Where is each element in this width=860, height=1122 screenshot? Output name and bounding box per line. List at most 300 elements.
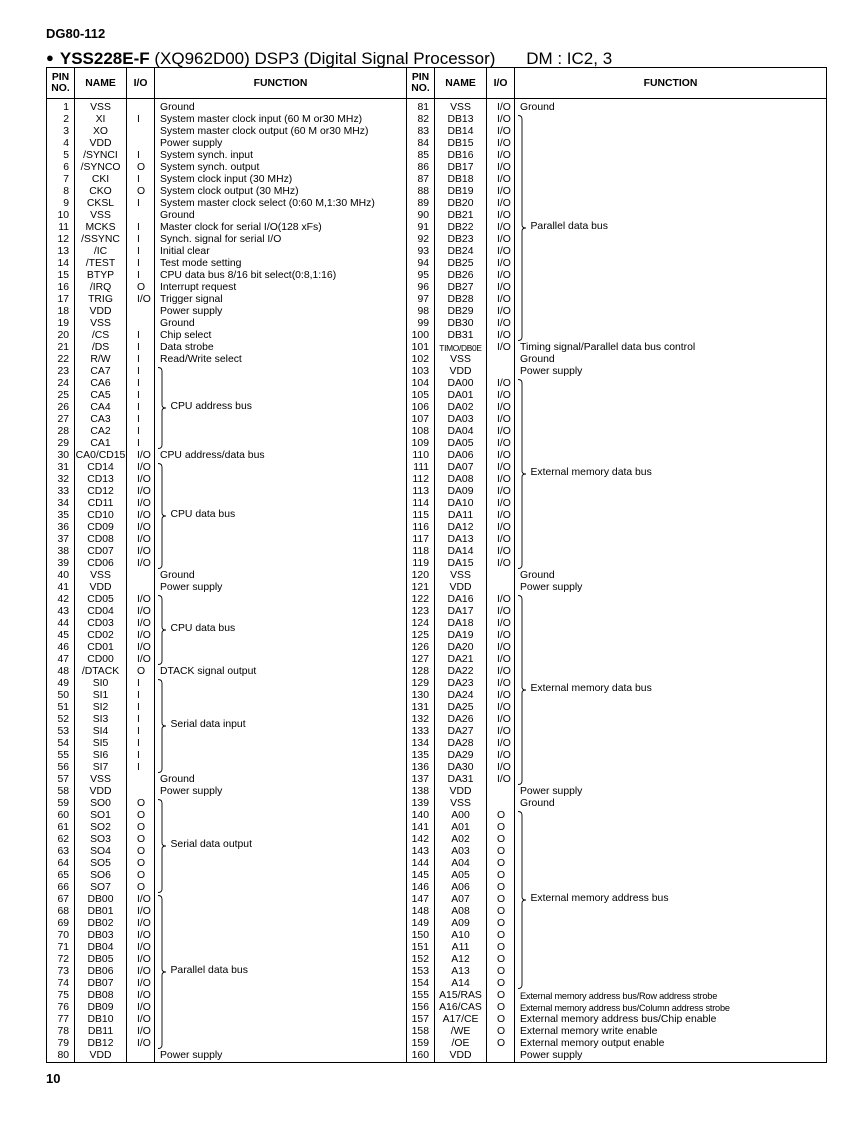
right-pin-number: 156 (407, 1002, 435, 1014)
right-pin-function (515, 642, 827, 654)
left-pin-name: VSS (75, 318, 127, 330)
right-pin-io: O (487, 1014, 515, 1026)
left-pin-io (127, 1050, 155, 1063)
right-pin-function (515, 426, 827, 438)
table-row (47, 930, 827, 942)
left-pin-number: 23 (47, 366, 75, 378)
right-pin-io: I/O (487, 162, 515, 174)
left-pin-number: 55 (47, 750, 75, 762)
right-pin-io: I/O (487, 330, 515, 342)
left-group-label: CPU data bus (170, 623, 236, 634)
left-pin-io: I (127, 174, 155, 186)
right-pin-number: 120 (407, 570, 435, 582)
left-pin-name: CKI (75, 174, 127, 186)
left-pin-io: I (127, 258, 155, 270)
right-pin-name: DB25 (435, 258, 487, 270)
right-pin-name: DA29 (435, 750, 487, 762)
left-pin-function (155, 378, 407, 390)
left-pin-function (155, 462, 407, 474)
right-pin-name: DB30 (435, 318, 487, 330)
right-pin-name: DA19 (435, 630, 487, 642)
right-pin-io: I/O (487, 450, 515, 462)
right-pin-name: DA05 (435, 438, 487, 450)
table-row (47, 498, 827, 510)
left-pin-number: 12 (47, 234, 75, 246)
left-pin-io: I (127, 378, 155, 390)
table-row (47, 714, 827, 726)
right-pin-io: O (487, 858, 515, 870)
right-pin-number: 104 (407, 378, 435, 390)
right-pin-io: O (487, 1038, 515, 1050)
right-pin-io: O (487, 906, 515, 918)
left-pin-function (155, 990, 407, 1002)
right-pin-name: DB14 (435, 126, 487, 138)
dm-reference: DM : IC2, 3 (526, 49, 613, 68)
right-pin-name: A00 (435, 810, 487, 822)
right-pin-name: DA15 (435, 558, 487, 570)
right-pin-io: I/O (487, 342, 515, 354)
table-row (47, 390, 827, 402)
right-pin-name: DB16 (435, 150, 487, 162)
left-pin-io: I (127, 750, 155, 762)
left-pin-io: I (127, 762, 155, 774)
right-pin-number: 89 (407, 198, 435, 210)
left-pin-number: 80 (47, 1050, 75, 1063)
right-pin-function (515, 174, 827, 186)
right-pin-number: 123 (407, 606, 435, 618)
right-pin-function: External memory address bus/Chip enable (515, 1014, 827, 1026)
right-pin-function (515, 666, 827, 678)
right-pin-function (515, 966, 827, 978)
left-pin-name: TRIG (75, 294, 127, 306)
right-pin-number: 128 (407, 666, 435, 678)
right-pin-function (515, 738, 827, 750)
right-pin-io: I/O (487, 690, 515, 702)
left-pin-name: DB01 (75, 906, 127, 918)
right-pin-name: A11 (435, 942, 487, 954)
right-pin-io: I/O (487, 510, 515, 522)
left-pin-number: 10 (47, 210, 75, 222)
right-pin-name: DA27 (435, 726, 487, 738)
left-pin-name: CD09 (75, 522, 127, 534)
left-pin-io: O (127, 162, 155, 174)
table-row (47, 1014, 827, 1026)
left-pin-name: CA4 (75, 402, 127, 414)
right-pin-io: I/O (487, 558, 515, 570)
table-row (47, 846, 827, 858)
right-pin-name: DB29 (435, 306, 487, 318)
left-pin-number: 78 (47, 1026, 75, 1038)
right-pin-number: 144 (407, 858, 435, 870)
left-pin-name: CD01 (75, 642, 127, 654)
left-pin-io (127, 774, 155, 786)
left-pin-function (155, 606, 407, 618)
left-pin-number: 29 (47, 438, 75, 450)
table-row (47, 99, 827, 115)
right-pin-number: 132 (407, 714, 435, 726)
right-pin-io: I/O (487, 258, 515, 270)
left-pin-number: 42 (47, 594, 75, 606)
left-pin-name: DB10 (75, 1014, 127, 1026)
left-pin-number: 34 (47, 498, 75, 510)
right-pin-io: I/O (487, 702, 515, 714)
left-pin-io: I/O (127, 294, 155, 306)
left-pin-function: Power supply (155, 1050, 407, 1063)
left-pin-function (155, 882, 407, 894)
right-pin-name: DB20 (435, 198, 487, 210)
left-pin-number: 70 (47, 930, 75, 942)
left-pin-number: 48 (47, 666, 75, 678)
left-pin-number: 13 (47, 246, 75, 258)
left-pin-function: Ground (155, 210, 407, 222)
left-pin-name: CD00 (75, 654, 127, 666)
right-pin-name: DA16 (435, 594, 487, 606)
left-pin-function (155, 678, 407, 690)
table-row (47, 810, 827, 822)
left-pin-io: I (127, 198, 155, 210)
left-pin-io (127, 318, 155, 330)
right-pin-name: A14 (435, 978, 487, 990)
right-pin-number: 154 (407, 978, 435, 990)
table-row (47, 450, 827, 462)
left-pin-function: Test mode setting (155, 258, 407, 270)
right-pin-number: 85 (407, 150, 435, 162)
left-pin-function (155, 738, 407, 750)
table-row (47, 114, 827, 126)
left-pin-name: DB03 (75, 930, 127, 942)
right-pin-function (515, 822, 827, 834)
left-pin-io (127, 126, 155, 138)
right-pin-name: DB26 (435, 270, 487, 282)
right-pin-io: I/O (487, 126, 515, 138)
left-pin-io: I/O (127, 546, 155, 558)
left-pin-number: 77 (47, 1014, 75, 1026)
left-pin-name: /SYNCI (75, 150, 127, 162)
right-pin-io (487, 1050, 515, 1063)
left-pin-name: /DS (75, 342, 127, 354)
right-pin-name: DA07 (435, 462, 487, 474)
right-pin-number: 158 (407, 1026, 435, 1038)
left-pin-io: I (127, 234, 155, 246)
right-pin-number: 103 (407, 366, 435, 378)
table-row (47, 294, 827, 306)
left-pin-io: I (127, 414, 155, 426)
right-pin-function (515, 486, 827, 498)
left-pin-number: 8 (47, 186, 75, 198)
right-pin-function: External memory output enable (515, 1038, 827, 1050)
right-pin-number: 149 (407, 918, 435, 930)
left-pin-name: CD10 (75, 510, 127, 522)
right-pin-function (515, 534, 827, 546)
right-pin-number: 160 (407, 1050, 435, 1063)
left-pin-io (127, 306, 155, 318)
right-pin-io: I/O (487, 654, 515, 666)
right-pin-number: 92 (407, 234, 435, 246)
left-pin-function: Ground (155, 570, 407, 582)
left-pin-number: 75 (47, 990, 75, 1002)
right-pin-function: Power supply (515, 1050, 827, 1063)
left-pin-function (155, 1026, 407, 1038)
left-pin-function: System clock input (30 MHz) (155, 174, 407, 186)
left-pin-io: O (127, 846, 155, 858)
right-pin-io (487, 786, 515, 798)
right-pin-number: 95 (407, 270, 435, 282)
right-pin-function (515, 162, 827, 174)
table-row (47, 642, 827, 654)
table-row (47, 582, 827, 594)
left-pin-number: 64 (47, 858, 75, 870)
right-pin-name: VDD (435, 786, 487, 798)
table-row (47, 942, 827, 954)
right-pin-io (487, 798, 515, 810)
right-pin-number: 127 (407, 654, 435, 666)
right-pin-name: A01 (435, 822, 487, 834)
right-pin-name: DA11 (435, 510, 487, 522)
left-pin-number: 25 (47, 390, 75, 402)
left-pin-io: O (127, 810, 155, 822)
left-pin-name: VSS (75, 99, 127, 115)
right-pin-name: DA25 (435, 702, 487, 714)
left-pin-function: Synch. signal for serial I/O (155, 234, 407, 246)
left-pin-name: SO7 (75, 882, 127, 894)
right-pin-function: Timing signal/Parallel data bus control (515, 342, 827, 354)
right-pin-function (515, 954, 827, 966)
right-pin-number: 116 (407, 522, 435, 534)
right-pin-name: DA03 (435, 414, 487, 426)
table-row (47, 246, 827, 258)
right-pin-function (515, 918, 827, 930)
right-pin-io: I/O (487, 762, 515, 774)
right-pin-name: DA31 (435, 774, 487, 786)
right-pin-io (487, 366, 515, 378)
right-pin-function (515, 558, 827, 570)
left-pin-io: I (127, 354, 155, 366)
left-pin-name: SO2 (75, 822, 127, 834)
left-pin-name: /DTACK (75, 666, 127, 678)
left-pin-io: I/O (127, 498, 155, 510)
right-pin-number: 131 (407, 702, 435, 714)
right-pin-function: Ground (515, 354, 827, 366)
right-pin-number: 147 (407, 894, 435, 906)
right-pin-io: I/O (487, 606, 515, 618)
left-pin-number: 69 (47, 918, 75, 930)
right-pin-io (487, 570, 515, 582)
left-pin-io: I (127, 738, 155, 750)
left-pin-number: 71 (47, 942, 75, 954)
right-pin-number: 138 (407, 786, 435, 798)
left-pin-name: VDD (75, 138, 127, 150)
right-pin-io: I/O (487, 726, 515, 738)
left-pin-name: CD13 (75, 474, 127, 486)
right-pin-name: A08 (435, 906, 487, 918)
right-pin-name: DA09 (435, 486, 487, 498)
left-pin-number: 46 (47, 642, 75, 654)
left-pin-number: 9 (47, 198, 75, 210)
left-pin-io: I (127, 702, 155, 714)
right-pin-io: I/O (487, 174, 515, 186)
right-pin-name: DA12 (435, 522, 487, 534)
table-row (47, 138, 827, 150)
left-pin-number: 67 (47, 894, 75, 906)
table-row (47, 474, 827, 486)
left-pin-name: CD12 (75, 486, 127, 498)
left-pin-function: System synch. input (155, 150, 407, 162)
right-pin-name: VSS (435, 798, 487, 810)
left-pin-name: CD04 (75, 606, 127, 618)
right-pin-number: 155 (407, 990, 435, 1002)
right-pin-io: O (487, 978, 515, 990)
left-pin-number: 72 (47, 954, 75, 966)
table-row (47, 678, 827, 690)
right-pin-function (515, 942, 827, 954)
left-pin-number: 79 (47, 1038, 75, 1050)
right-pin-name: VDD (435, 366, 487, 378)
right-pin-number: 124 (407, 618, 435, 630)
right-pin-function (515, 714, 827, 726)
right-pin-name: DA24 (435, 690, 487, 702)
right-pin-number: 107 (407, 414, 435, 426)
right-pin-name: DA30 (435, 762, 487, 774)
right-pin-io: I/O (487, 426, 515, 438)
table-row (47, 654, 827, 666)
table-row (47, 354, 827, 366)
left-pin-number: 21 (47, 342, 75, 354)
left-pin-function (155, 930, 407, 942)
right-pin-number: 118 (407, 546, 435, 558)
right-pin-io: I/O (487, 498, 515, 510)
left-pin-number: 3 (47, 126, 75, 138)
left-pin-name: CD07 (75, 546, 127, 558)
right-pin-name: A10 (435, 930, 487, 942)
right-pin-io: I/O (487, 474, 515, 486)
right-pin-io: I/O (487, 294, 515, 306)
left-pin-function: Ground (155, 774, 407, 786)
right-pin-name: VSS (435, 570, 487, 582)
right-pin-name: DA04 (435, 426, 487, 438)
left-pin-name: CD14 (75, 462, 127, 474)
left-pin-number: 27 (47, 414, 75, 426)
right-pin-function: External memory address bus/Column address strobe (515, 1002, 827, 1014)
model-code: DG80-112 (46, 26, 106, 41)
right-pin-name: DA00 (435, 378, 487, 390)
left-pin-number: 7 (47, 174, 75, 186)
left-pin-io: O (127, 282, 155, 294)
right-pin-name: DA17 (435, 606, 487, 618)
right-pin-name: DA18 (435, 618, 487, 630)
left-pin-number: 1 (47, 99, 75, 115)
right-pin-function (515, 414, 827, 426)
left-pin-io: I/O (127, 1026, 155, 1038)
table-row (47, 318, 827, 330)
left-pin-io: O (127, 882, 155, 894)
table-row (47, 534, 827, 546)
left-pin-function (155, 1002, 407, 1014)
right-pin-number: 94 (407, 258, 435, 270)
right-pin-number: 125 (407, 630, 435, 642)
left-pin-name: /TEST (75, 258, 127, 270)
right-pin-io: I/O (487, 270, 515, 282)
right-pin-name: A09 (435, 918, 487, 930)
left-pin-io: I/O (127, 642, 155, 654)
left-pin-name: DB06 (75, 966, 127, 978)
left-pin-io: I (127, 270, 155, 282)
right-pin-name: A13 (435, 966, 487, 978)
right-pin-number: 151 (407, 942, 435, 954)
right-pin-number: 109 (407, 438, 435, 450)
left-pin-function (155, 426, 407, 438)
table-row (47, 402, 827, 414)
bullet-icon: ● (46, 50, 54, 65)
left-pin-name: DB05 (75, 954, 127, 966)
right-pin-function (515, 594, 827, 606)
right-pin-number: 152 (407, 954, 435, 966)
right-pin-number: 148 (407, 906, 435, 918)
left-pin-io (127, 99, 155, 115)
right-pin-number: 106 (407, 402, 435, 414)
left-pin-function: Master clock for serial I/O(128 xFs) (155, 222, 407, 234)
left-pin-io: I/O (127, 654, 155, 666)
left-pin-function: DTACK signal output (155, 666, 407, 678)
right-pin-io: O (487, 930, 515, 942)
left-pin-function: System master clock select (0:60 M,1:30 MHz) (155, 198, 407, 210)
left-pin-number: 33 (47, 486, 75, 498)
left-pin-io: I/O (127, 462, 155, 474)
left-pin-name: SO5 (75, 858, 127, 870)
right-pin-io: I/O (487, 522, 515, 534)
right-pin-number: 98 (407, 306, 435, 318)
left-pin-function (155, 414, 407, 426)
right-pin-io: I/O (487, 738, 515, 750)
right-pin-function: Ground (515, 570, 827, 582)
right-pin-function (515, 126, 827, 138)
right-pin-number: 97 (407, 294, 435, 306)
left-pin-function (155, 438, 407, 450)
left-pin-io: I/O (127, 1038, 155, 1050)
left-pin-name: CD02 (75, 630, 127, 642)
left-pin-io: O (127, 186, 155, 198)
left-pin-number: 50 (47, 690, 75, 702)
right-pin-name: DA20 (435, 642, 487, 654)
left-pin-name: XI (75, 114, 127, 126)
left-pin-function: Initial clear (155, 246, 407, 258)
left-pin-number: 76 (47, 1002, 75, 1014)
right-pin-name: DA10 (435, 498, 487, 510)
table-row (47, 258, 827, 270)
table-row (47, 426, 827, 438)
right-pin-number: 87 (407, 174, 435, 186)
left-pin-io: O (127, 870, 155, 882)
right-pin-function (515, 114, 827, 126)
left-pin-name: CKSL (75, 198, 127, 210)
header-pin-no: PIN NO. (407, 68, 435, 99)
left-pin-io: I/O (127, 978, 155, 990)
right-pin-io: O (487, 942, 515, 954)
right-pin-function (515, 702, 827, 714)
left-pin-number: 41 (47, 582, 75, 594)
left-pin-io: O (127, 666, 155, 678)
right-pin-function (515, 522, 827, 534)
table-row (47, 738, 827, 750)
left-pin-function: Power supply (155, 786, 407, 798)
page-number: 10 (46, 1071, 61, 1086)
left-pin-number: 44 (47, 618, 75, 630)
left-pin-function: CPU data bus 8/16 bit select(0:8,1:16) (155, 270, 407, 282)
left-pin-name: XO (75, 126, 127, 138)
left-pin-name: /CS (75, 330, 127, 342)
table-row (47, 690, 827, 702)
left-pin-io (127, 210, 155, 222)
table-row (47, 726, 827, 738)
